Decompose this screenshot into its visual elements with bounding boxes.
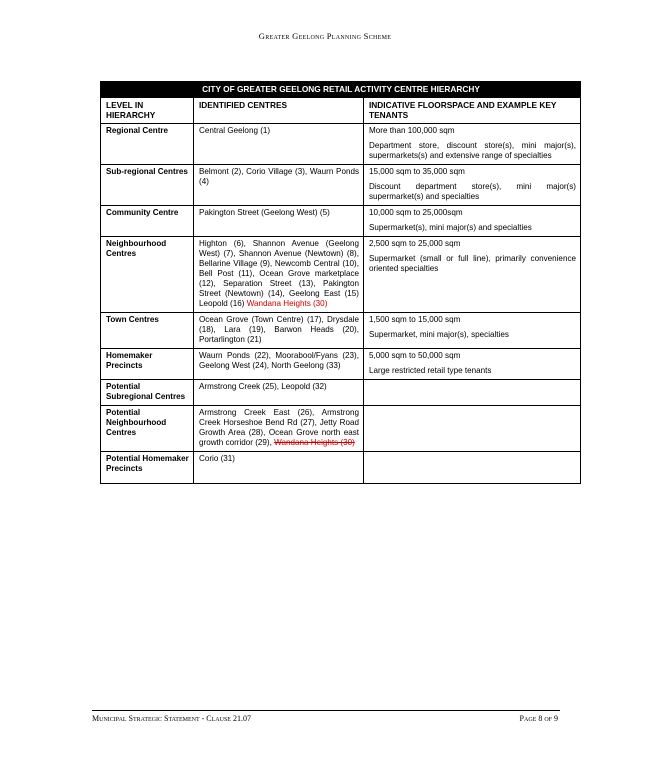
table-title-row [101,82,581,98]
centres-cell: Belmont (2), Corio Village (3), Waurn Ponds (4) [194,165,364,206]
tenants-text: Supermarket, mini major(s), specialties [369,330,509,339]
centres-cell [194,237,364,313]
floorspace-cell [364,124,581,165]
inserted-amendment-text: Wandana Heights (30) [246,299,328,308]
floorspace-text: More than 100,000 sqm [369,126,455,135]
centres-cell: Waurn Ponds (22), Moorabool/Fyans (23), Geelong West (24), North Geelong (33) [194,349,364,380]
table-row [101,380,581,406]
centres-cell: Ocean Grove (Town Centre) (17), Drysdale (18), Lara (19), Barwon Heads (20), Portarlington (21) [194,313,364,349]
level-cell: Homemaker Precincts [101,349,194,380]
centres-cell: Central Geelong (1) [194,124,364,165]
level-cell: Neighbourhood Centres [101,237,194,313]
floorspace-cell [364,406,581,452]
column-header-centres: IDENTIFIED CENTRES [194,98,364,124]
level-cell: Regional Centre [101,124,194,165]
table-row [101,237,581,313]
centres-text: Armstrong Creek East (26), Armstrong Creek Horseshoe Bend Rd (27), Jetty Road Growth Area (28), Ocean Grove north east growth corridor (29), [199,408,359,447]
tenants-text: Supermarket (small or full line), primarily convenience oriented specialties [369,254,576,273]
floorspace-text: 1,500 sqm to 15,000 sqm [369,315,461,324]
floorspace-text: 15,000 sqm to 35,000 sqm [369,167,465,176]
centres-cell: Armstrong Creek (25), Leopold (32) [194,380,364,406]
floorspace-text: 10,000 sqm to 25,000sqm [369,208,463,217]
level-cell: Potential Homemaker Precincts [101,452,194,484]
retail-hierarchy-table [100,81,581,484]
column-header-level: LEVEL IN HIERARCHY [101,98,194,124]
table-row [101,165,581,206]
tenants-text: Discount department store(s), mini major(s) supermarket(s) and specialties [369,182,576,201]
table-row [101,406,581,452]
level-cell: Town Centres [101,313,194,349]
centres-cell: Pakington Street (Geelong West) (5) [194,206,364,237]
level-cell: Potential Neighbourhood Centres [101,406,194,452]
floorspace-cell [364,349,581,380]
floorspace-text: 2,500 sqm to 25,000 sqm [369,239,461,248]
floorspace-cell [364,165,581,206]
deleted-amendment-text: Wandana Heights (30) [274,438,355,447]
table-row [101,349,581,380]
table-row [101,313,581,349]
tenants-text: Large restricted retail type tenants [369,366,492,375]
tenants-text: Supermarket(s), mini major(s) and specialties [369,223,532,232]
footer-clause: Municipal Strategic Statement - Clause 21.07 [92,714,251,723]
floorspace-cell [364,237,581,313]
floorspace-cell [364,206,581,237]
centres-text: Highton (6), Shannon Avenue (Geelong West) (7), Shannon Avenue (Newtown) (8), Bellarine Village (9), Newcomb Central (10), Bell Post (11), Ocean Grove marketplace (12), Separation Street (13), Pakington Street (Newtown) (14), Geelong East (15) Leopold (16) [199,239,359,308]
table-title: CITY OF GREATER GEELONG RETAIL ACTIVITY CENTRE HIERARCHY [101,82,581,98]
table-row [101,124,581,165]
page-header: Greater Geelong Planning Scheme [258,31,392,41]
level-cell: Sub-regional Centres [101,165,194,206]
table-header-row [101,98,581,124]
table-row [101,452,581,484]
centres-cell [194,406,364,452]
floorspace-cell [364,313,581,349]
floorspace-cell [364,380,581,406]
table-row [101,206,581,237]
centres-cell: Corio (31) [194,452,364,484]
footer-page-number: Page 8 of 9 [519,714,558,723]
level-cell: Potential Subregional Centres [101,380,194,406]
level-cell: Community Centre [101,206,194,237]
column-header-floorspace: INDICATIVE FLOORSPACE AND EXAMPLE KEY TENANTS [364,98,581,124]
floorspace-text: 5,000 sqm to 50,000 sqm [369,351,461,360]
floorspace-cell [364,452,581,484]
footer-divider [92,710,560,711]
tenants-text: Department store, discount store(s), mini major(s), supermarkets(s) and extensive range of specialties [369,141,576,160]
